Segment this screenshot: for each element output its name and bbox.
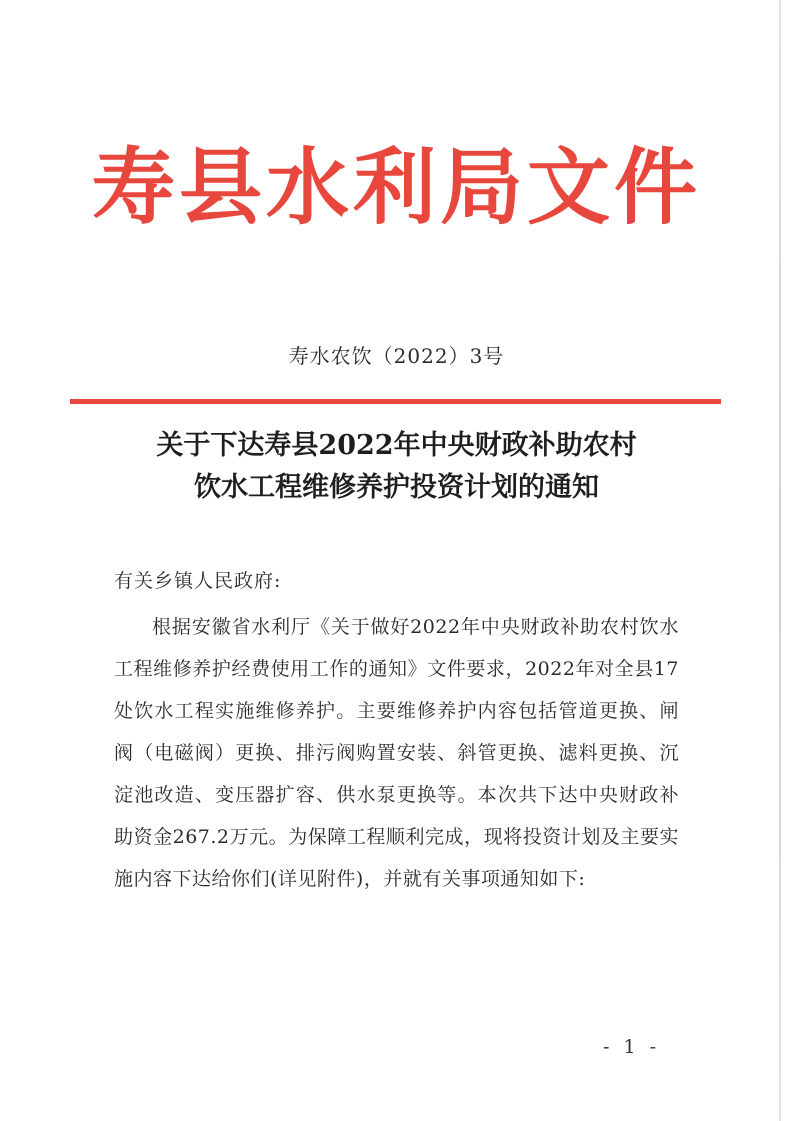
scan-edge-shadow — [779, 0, 781, 1121]
issuer-masthead: 寿县水利局文件 — [92, 138, 701, 236]
notice-title — [60, 425, 733, 509]
red-divider-line — [70, 399, 721, 404]
document-number: 寿水农饮（2022）3号 — [288, 344, 505, 368]
page-number: - 1 - — [603, 1036, 661, 1058]
notice-title-line-2: 饮水工程维修养护投资计划的通知 — [194, 472, 599, 503]
salutation: 有关乡镇人民政府: — [114, 570, 282, 592]
body-paragraph-1: 根据安徽省水利厅《关于做好2022年中央财政补助农村饮水工程维修养护经费使用工作的通知》文件要求，2022年对全县17处饮水工程实施维修养护。主要维修养护内容包括管道更换、闸阀（电磁阀）更换、排污阀购置安装、斜管更换、滤料更换、沉淀池改造、变压器扩容、供水泵更换等。本次共下达中央财政补助资金267.2万元。为保障工程顺利完成，现将投资计划及主要实施内容下达给你们(详见附件)，并就有关事项通知如下: — [114, 616, 679, 890]
notice-title-line-1: 关于下达寿县2022年中央财政补助农村 — [156, 430, 637, 461]
